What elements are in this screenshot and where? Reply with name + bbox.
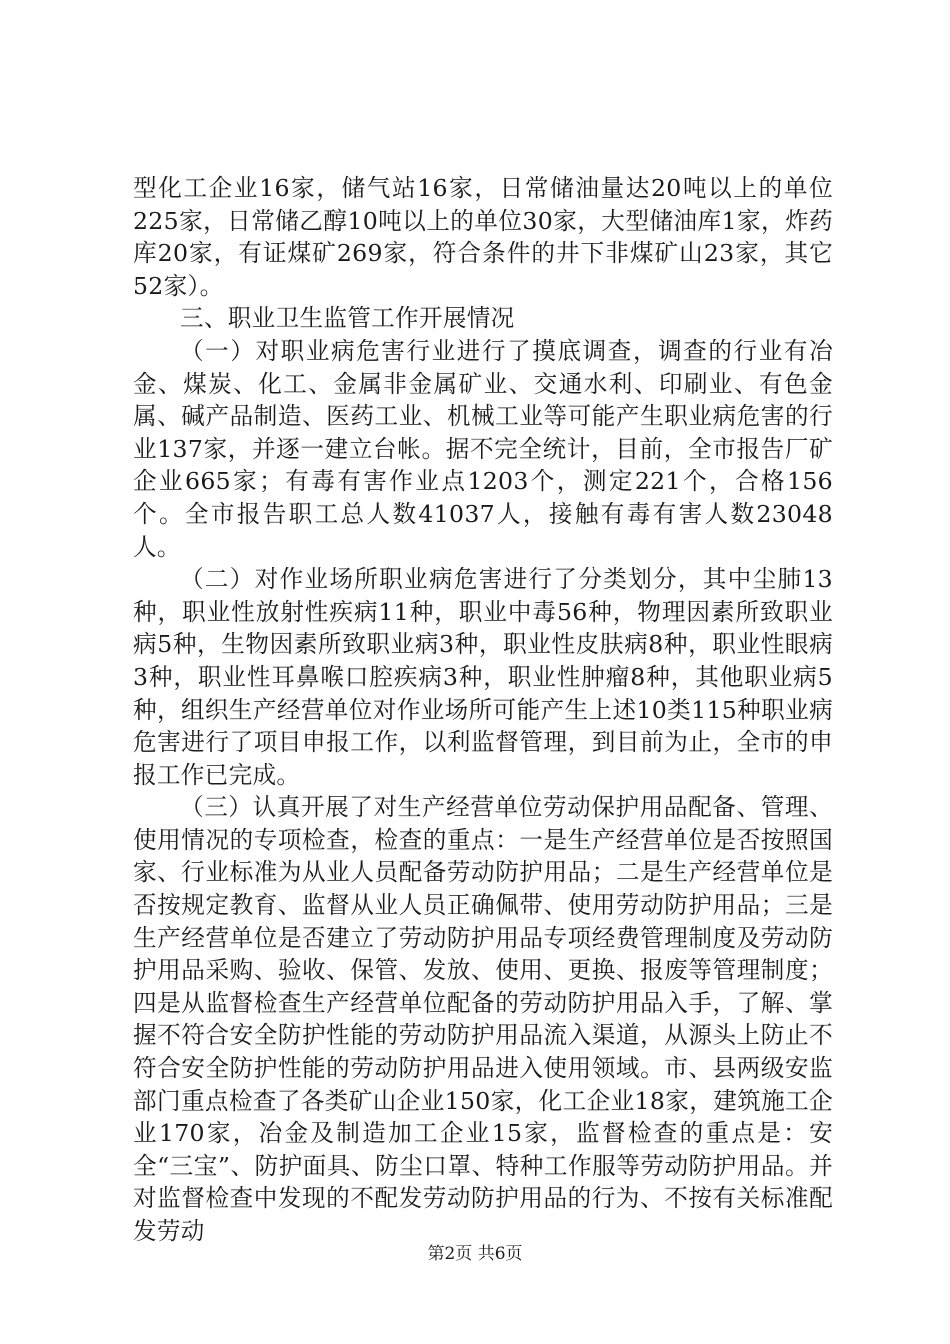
paragraph-item-1: （一）对职业病危害行业进行了摸底调查，调查的行业有冶金、煤炭、化工、金属非金属矿业、交通水利、印刷业、有色金属、碱产品制造、医药工业、机械工业等可能产生职业病危害的行业137家，并逐一建立台帐。据不完全统计，目前，全市报告厂矿企业665家；有毒有害作业点1203个，测定221个，合格156个。全市报告职工总人数41037人，接触有毒有害人数23048人。 xyxy=(133,336,833,561)
paragraph-continuation: 型化工企业16家，储气站16家，日常储油量达20吨以上的单位225家，日常储乙醇10吨以上的单位30家，大型储油库1家，炸药库20家，有证煤矿269家，符合条件的井下非煤矿山23家，其它52家）。 xyxy=(133,174,833,300)
section-heading: 三、职业卫生监管工作开展情况 xyxy=(180,304,515,333)
document-body xyxy=(133,172,833,1248)
page-number-footer: 第2页 共6页 xyxy=(427,1244,523,1264)
paragraph-item-2: （二）对作业场所职业病危害进行了分类划分，其中尘肺13种，职业性放射性疾病11种，职业中毒56种，物理因素所致职业病5种，生物因素所致职业病3种，职业性皮肤病8种，职业性眼病3种，职业性耳鼻喉口腔疾病3种，职业性肿瘤8种，其他职业病5种，组织生产经营单位对作业场所可能产生上述10类115种职业病危害进行了项目申报工作，以利监督管理，到目前为止，全市的申报工作已完成。 xyxy=(133,565,833,789)
paragraph-item-3: （三）认真开展了对生产经营单位劳动保护用品配备、管理、使用情况的专项检查，检查的重点：一是生产经营单位是否按照国家、行业标准为从业人员配备劳动防护用品；二是生产经营单位是否按规定教育、监督从业人员正确佩带、使用劳动防护用品；三是生产经营单位是否建立了劳动防护用品专项经费管理制度及劳动防护用品采购、验收、保管、发放、使用、更换、报废等管理制度；四是从监督检查生产经营单位配备的劳动防护用品入手，了解、掌握不符合安全防护性能的劳动防护用品流入渠道，从源头上防止不符合安全防护性能的劳动防护用品进入使用领域。市、县两级安监部门重点检查了各类矿山企业150家，化工企业18家，建筑施工企业170家，冶金及制造加工企业15家，监督检查的重点是：安全“三宝”、防护面具、防尘口罩、特种工作服等劳动防护用品。并对监督检查中发现的不配发劳动防护用品的行为、不按有关标准配发劳动 xyxy=(133,793,833,1245)
